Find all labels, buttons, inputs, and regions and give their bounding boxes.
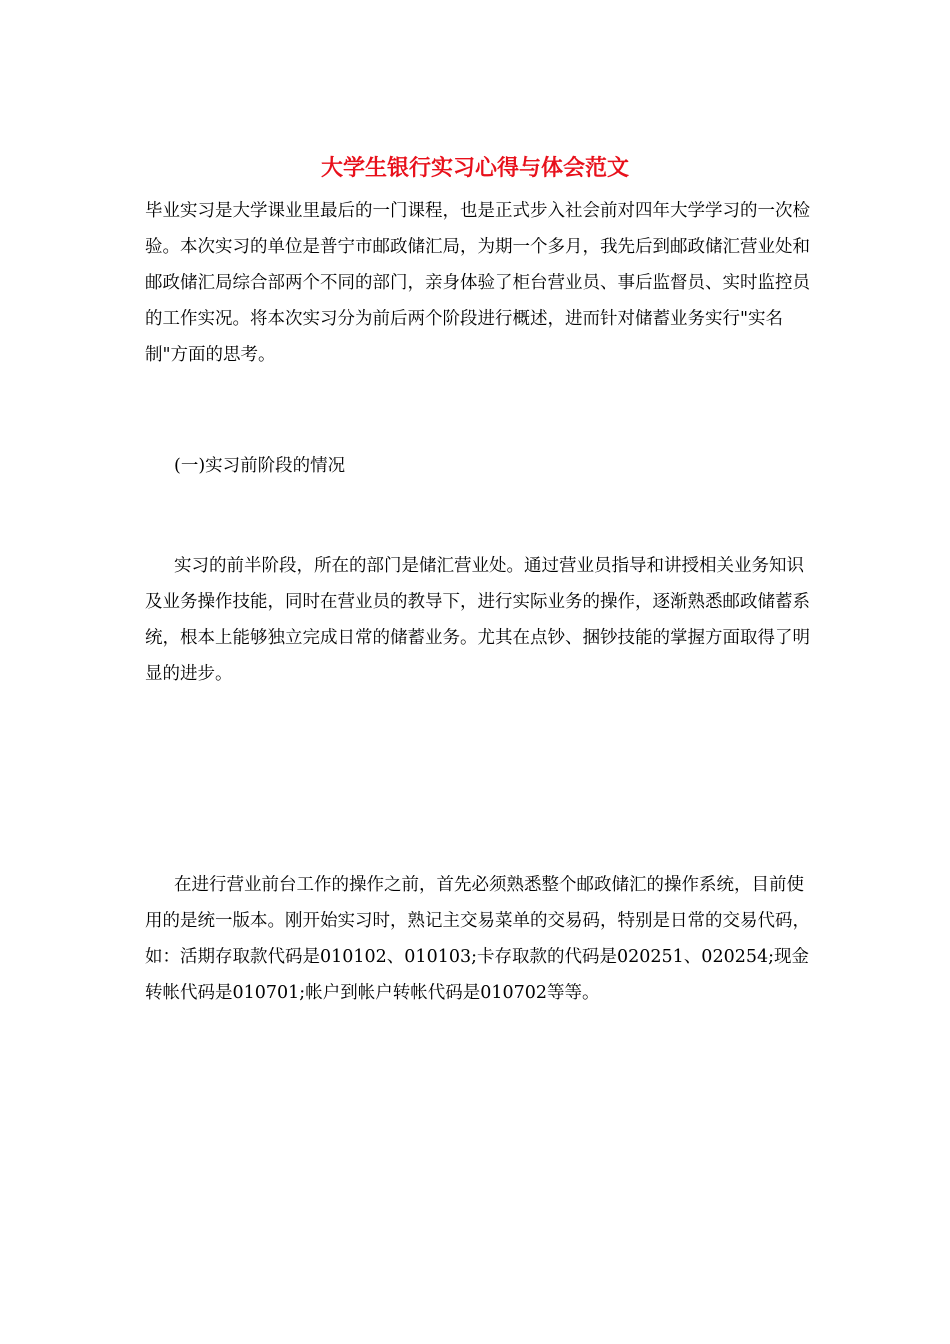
document-title: 大学生银行实习心得与体会范文 — [320, 155, 629, 181]
intro-paragraph: 毕业实习是大学课业里最后的一门课程，也是正式步入社会前对四年大学学习的一次检验。本次实习的单位是普宁市邮政储汇局，为期一个多月，我先后到邮政储汇营业处和邮政储汇局综合部两个不同的部门，亲身体验了柜台营业员、事后监督员、实时监控员的工作实况。将本次实习分为前后两个阶段进行概述，进而针对储蓄业务实行"实名制"方面的思考。 — [145, 201, 810, 365]
body-paragraph: 实习的前半阶段，所在的部门是储汇营业处。通过营业员指导和讲授相关业务知识及业务操作技能，同时在营业员的教导下，进行实际业务的操作，逐渐熟悉邮政储蓄系统，根本上能够独立完成日常的储蓄业务。尤其在点钞、捆钞技能的掌握方面取得了明显的进步。 — [145, 556, 810, 684]
body-paragraph: 在进行营业前台工作的操作之前，首先必须熟悉整个邮政储汇的操作系统，目前使用的是统一版本。刚开始实习时，熟记主交易菜单的交易码，特别是日常的交易代码，如：活期存取款代码是010102、010103;卡存取款的代码是020251、020254;现金转帐代码是010701;帐户到帐户转帐代码是010702等等。 — [145, 875, 810, 1003]
section-heading: (一)实习前阶段的情况 — [174, 456, 346, 476]
